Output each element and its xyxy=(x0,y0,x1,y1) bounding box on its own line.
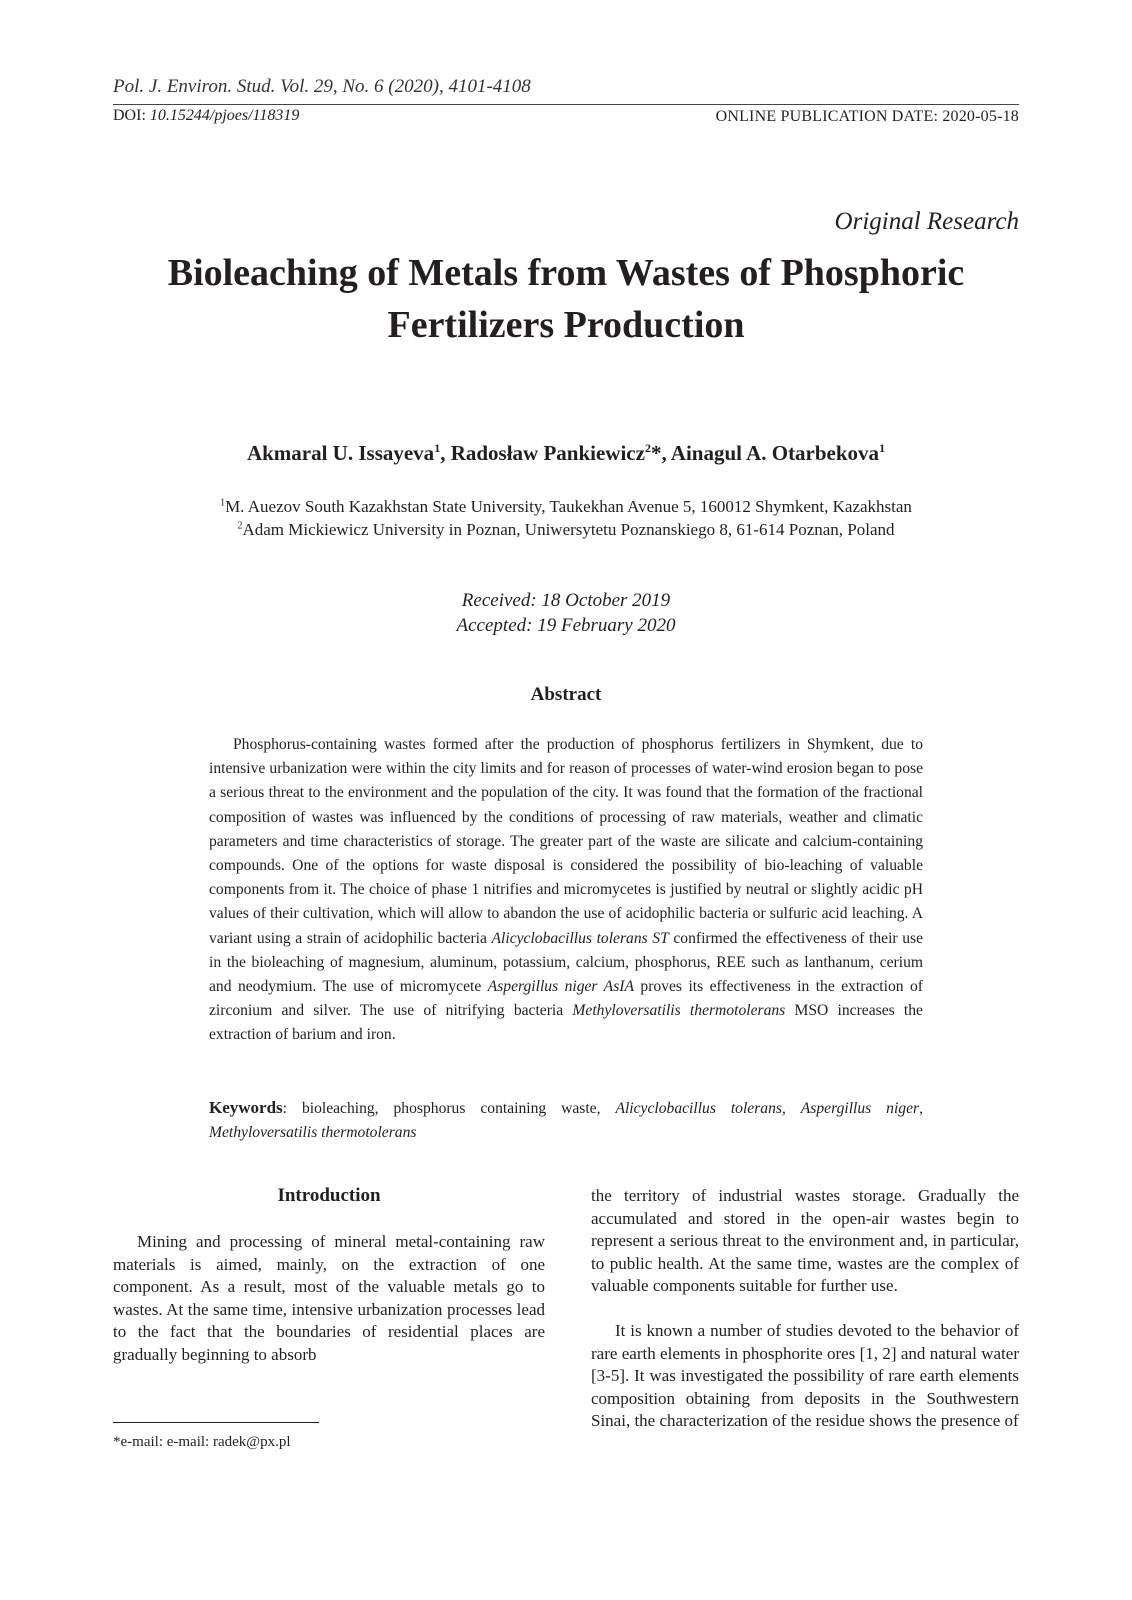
online-publication-date: ONLINE PUBLICATION DATE: 2020-05-18 xyxy=(715,108,1019,125)
author-affiliation-mark: 2 xyxy=(644,441,651,455)
body-paragraph: It is known a number of studies devoted to the behavior of rare earth elements in phosphorite ores [1, 2] and natural water [3-5]. It was investigated the possibility of rare earth elements composition obtaining from deposits in the Southwestern Sinai, the characterization of the residue shows the presence of xyxy=(591,1321,1019,1430)
corresponding-author-mark: * xyxy=(650,441,662,465)
doi-label: DOI: xyxy=(113,107,150,124)
footnote-divider xyxy=(113,1422,319,1423)
title-line: Fertilizers Production xyxy=(387,304,745,346)
author-name: Radosław Pankiewicz xyxy=(450,441,645,465)
keyword-separator: , xyxy=(781,1100,801,1117)
journal-citation: Pol. J. Environ. Stud. Vol. 29, No. 6 (2020), 4101-4108 xyxy=(113,76,531,97)
received-date: Received: 18 October 2019 xyxy=(461,590,671,611)
affiliation-mark: 2 xyxy=(237,520,243,532)
affiliation-text: Adam Mickiewicz University in Poznan, Uniwersytetu Poznanskiego 8, 61-614 Poznan, Poland xyxy=(242,520,895,539)
abstract-text: MSO increases the extraction of barium and iron. xyxy=(209,1002,923,1044)
affiliation-mark: 1 xyxy=(220,497,226,509)
keyword-text: bioleaching, phosphorus containing waste, xyxy=(301,1100,616,1117)
abstract-text: Phosphorus-containing wastes formed after the production of phosphorus fertilizers in Shymkent, due to intensive urbanization were within the city limits and for reason of processes of water-wind erosion began to pose a serious threat to the environment and the population of the city. It was found that the formation of the fractional composition of wastes was influenced by the conditions of processing of raw materials, weather and climatic parameters and time characteristics of storage. The greater part of the waste are silicate and calcium-containing compounds. One of the options for waste disposal is considered the possibility of bio-leaching of valuable components from it. The choice of phase 1 nitrifies and micromycetes is justified by neutral or slightly acidic pH values of their cultivation, which will allow to abandon the use of acidophilic bacteria or sulfuric acid leaching. A variant using a strain of acidophilic bacteria xyxy=(209,736,923,947)
title-line: Bioleaching of Metals from Wastes of Phosphoric xyxy=(167,252,965,294)
author-affiliation-mark: 1 xyxy=(434,441,441,455)
keywords xyxy=(209,1096,923,1145)
article-type: Original Research xyxy=(834,208,1019,235)
author-name: Akmaral U. Issayeva xyxy=(246,441,435,465)
header-divider xyxy=(113,104,1019,105)
author-separator: , xyxy=(661,441,671,465)
keyword: Methyloversatilis thermotolerans xyxy=(209,1124,417,1141)
body-paragraph: the territory of industrial wastes storage. Gradually the accumulated and stored in the open-air wastes begin to represent a serious threat to the environment and, in particular, to public health. At the same time, wastes are the complex of valuable components suitable for further use. xyxy=(591,1186,1019,1295)
introduction-heading: Introduction xyxy=(277,1185,381,1206)
species-name: Methyloversatilis thermotolerans xyxy=(572,1002,786,1020)
abstract-text: proves its effectiveness in the extraction of zirconium and silver. The use of nitrifying bacteria xyxy=(209,978,923,1020)
keyword: Aspergillus niger xyxy=(800,1100,920,1117)
author-separator: , xyxy=(440,441,451,465)
abstract-heading: Abstract xyxy=(530,684,602,705)
doi xyxy=(113,107,299,125)
affiliation-text: M. Auezov South Kazakhstan State University, Taukekhan Avenue 5, 160012 Shymkent, Kazakhstan xyxy=(225,497,912,516)
footnote-email: *e-mail: e-mail: radek@px.pl xyxy=(113,1434,291,1450)
article-title xyxy=(113,247,1019,351)
keywords-label: Keywords xyxy=(209,1098,283,1117)
accepted-date: Accepted: 19 February 2020 xyxy=(456,615,676,636)
keywords-colon: : xyxy=(282,1100,302,1117)
author-affiliation-mark: 1 xyxy=(879,441,886,455)
affiliation xyxy=(113,520,1019,540)
species-name: Alicyclobacillus tolerans ST xyxy=(491,929,669,947)
author-name: Ainagul A. Otarbekova xyxy=(670,441,880,465)
author-list xyxy=(113,441,1019,466)
keyword: Alicyclobacillus tolerans xyxy=(615,1100,782,1117)
doi-link[interactable]: 10.15244/pjoes/118319 xyxy=(149,107,300,124)
abstract-body xyxy=(209,733,923,1048)
keyword-separator: , xyxy=(919,1100,923,1117)
abstract-text: confirmed the effectiveness of their use in the bioleaching of magnesium, aluminum, potassium, calcium, phosphorus, REE such as lanthanum, cerium and neodymium. The use of micromycete xyxy=(209,929,924,996)
body-paragraph: Mining and processing of mineral metal-containing raw materials is aimed, mainly, on the extraction of one component. As a result, most of the valuable metals go to wastes. At the same time, intensive urbanization processes lead to the fact that the boundaries of residential places are gradually beginning to absorb xyxy=(113,1232,545,1364)
species-name: Aspergillus niger AsIA xyxy=(487,978,634,996)
affiliation xyxy=(113,497,1019,517)
